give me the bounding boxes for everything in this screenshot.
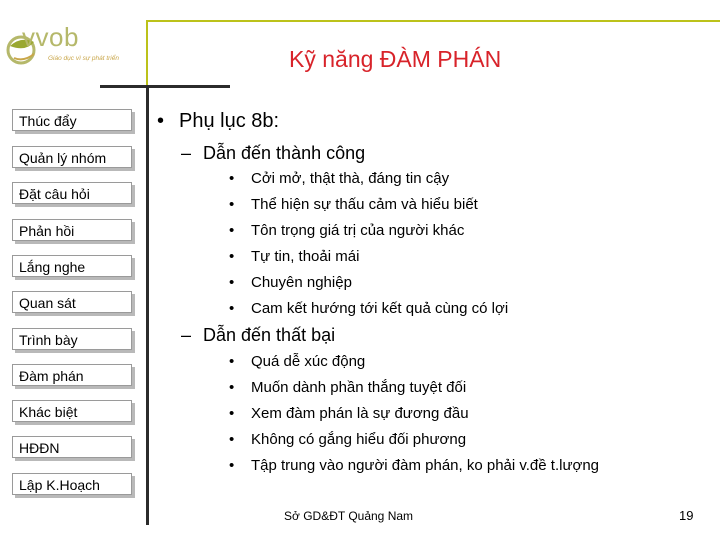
logo-tagline: Giáo dục vì sự phát triển xyxy=(48,55,119,62)
sidebar-item-dam-phan[interactable]: Đàm phán xyxy=(12,364,132,386)
list-item: • Cởi mở, thật thà, đáng tin cậy xyxy=(229,170,450,187)
bullet-dot-icon: • xyxy=(229,300,235,317)
frame-cross-line xyxy=(100,85,230,88)
dash-icon: – xyxy=(181,143,192,163)
sidebar-item-thuc-day[interactable]: Thúc đẩy xyxy=(12,109,132,131)
sidebar-item-quan-sat[interactable]: Quan sát xyxy=(12,291,132,313)
appendix-heading: Phụ lục 8b: xyxy=(179,110,280,132)
list-item: • Tập trung vào người đàm phán, ko phải v.đề t.lượng xyxy=(229,457,600,474)
slide-title: Kỹ năng ĐÀM PHÁN xyxy=(289,46,502,72)
list-item: • Quá dễ xúc động xyxy=(229,353,366,370)
bullet-dot-icon: • xyxy=(229,457,235,474)
list-item: • Muốn dành phần thắng tuyệt đối xyxy=(229,379,467,396)
sidebar-item-dat-cau-hoi[interactable]: Đặt câu hỏi xyxy=(12,182,132,204)
footer-org: Sở GD&ĐT Quảng Nam xyxy=(284,509,414,523)
sidebar-item-hddn[interactable]: HĐĐN xyxy=(12,436,132,458)
page-number: 19 xyxy=(679,508,694,523)
sidebar-item-phan-hoi[interactable]: Phản hồi xyxy=(12,219,132,241)
success-section-label xyxy=(181,143,365,164)
bullet-dot-icon: • xyxy=(229,431,235,448)
sidebar-item-quan-ly-nhom[interactable]: Quản lý nhóm xyxy=(12,146,132,168)
failure-section-label xyxy=(181,325,335,346)
list-item: • Tự tin, thoải mái xyxy=(229,248,360,265)
bullet-dot-icon: • xyxy=(229,170,235,187)
bullet-dot-icon: • xyxy=(229,196,235,213)
bullet-dot-icon: • xyxy=(157,110,165,132)
frame-left-line xyxy=(146,85,149,525)
bullet-dot-icon: • xyxy=(229,405,235,422)
list-item: • Cam kết hướng tới kết quả cùng có lợi xyxy=(229,300,509,317)
bullet-dot-icon: • xyxy=(229,274,235,291)
bullet-dot-icon: • xyxy=(229,353,235,370)
heading-row xyxy=(157,110,279,133)
list-item: • Thể hiện sự thấu cảm và hiểu biết xyxy=(229,196,478,213)
dash-icon: – xyxy=(181,325,192,345)
sidebar-item-khac-biet[interactable]: Khác biệt xyxy=(12,400,132,422)
list-item: • Chuyên nghiệp xyxy=(229,274,352,291)
frame-left-line-accent xyxy=(146,20,148,85)
failure-label: Dẫn đến thất bại xyxy=(203,325,336,345)
sidebar-item-trinh-bay[interactable]: Trình bày xyxy=(12,328,132,350)
success-label: Dẫn đến thành công xyxy=(203,143,366,163)
bullet-dot-icon: • xyxy=(229,248,235,265)
sidebar-item-lap-ke-hoach[interactable]: Lập K.Hoạch xyxy=(12,473,132,495)
list-item: • Xem đàm phán là sự đương đầu xyxy=(229,405,469,422)
logo-wordmark: vvob xyxy=(22,22,79,52)
vvob-logo xyxy=(4,24,139,74)
list-item: • Tôn trọng giá trị của người khác xyxy=(229,222,465,239)
bullet-dot-icon: • xyxy=(229,379,235,396)
sidebar-item-lang-nghe[interactable]: Lắng nghe xyxy=(12,255,132,277)
frame-top-line xyxy=(146,20,720,22)
bullet-dot-icon: • xyxy=(229,222,235,239)
list-item: • Không có gắng hiểu đối phương xyxy=(229,431,467,448)
